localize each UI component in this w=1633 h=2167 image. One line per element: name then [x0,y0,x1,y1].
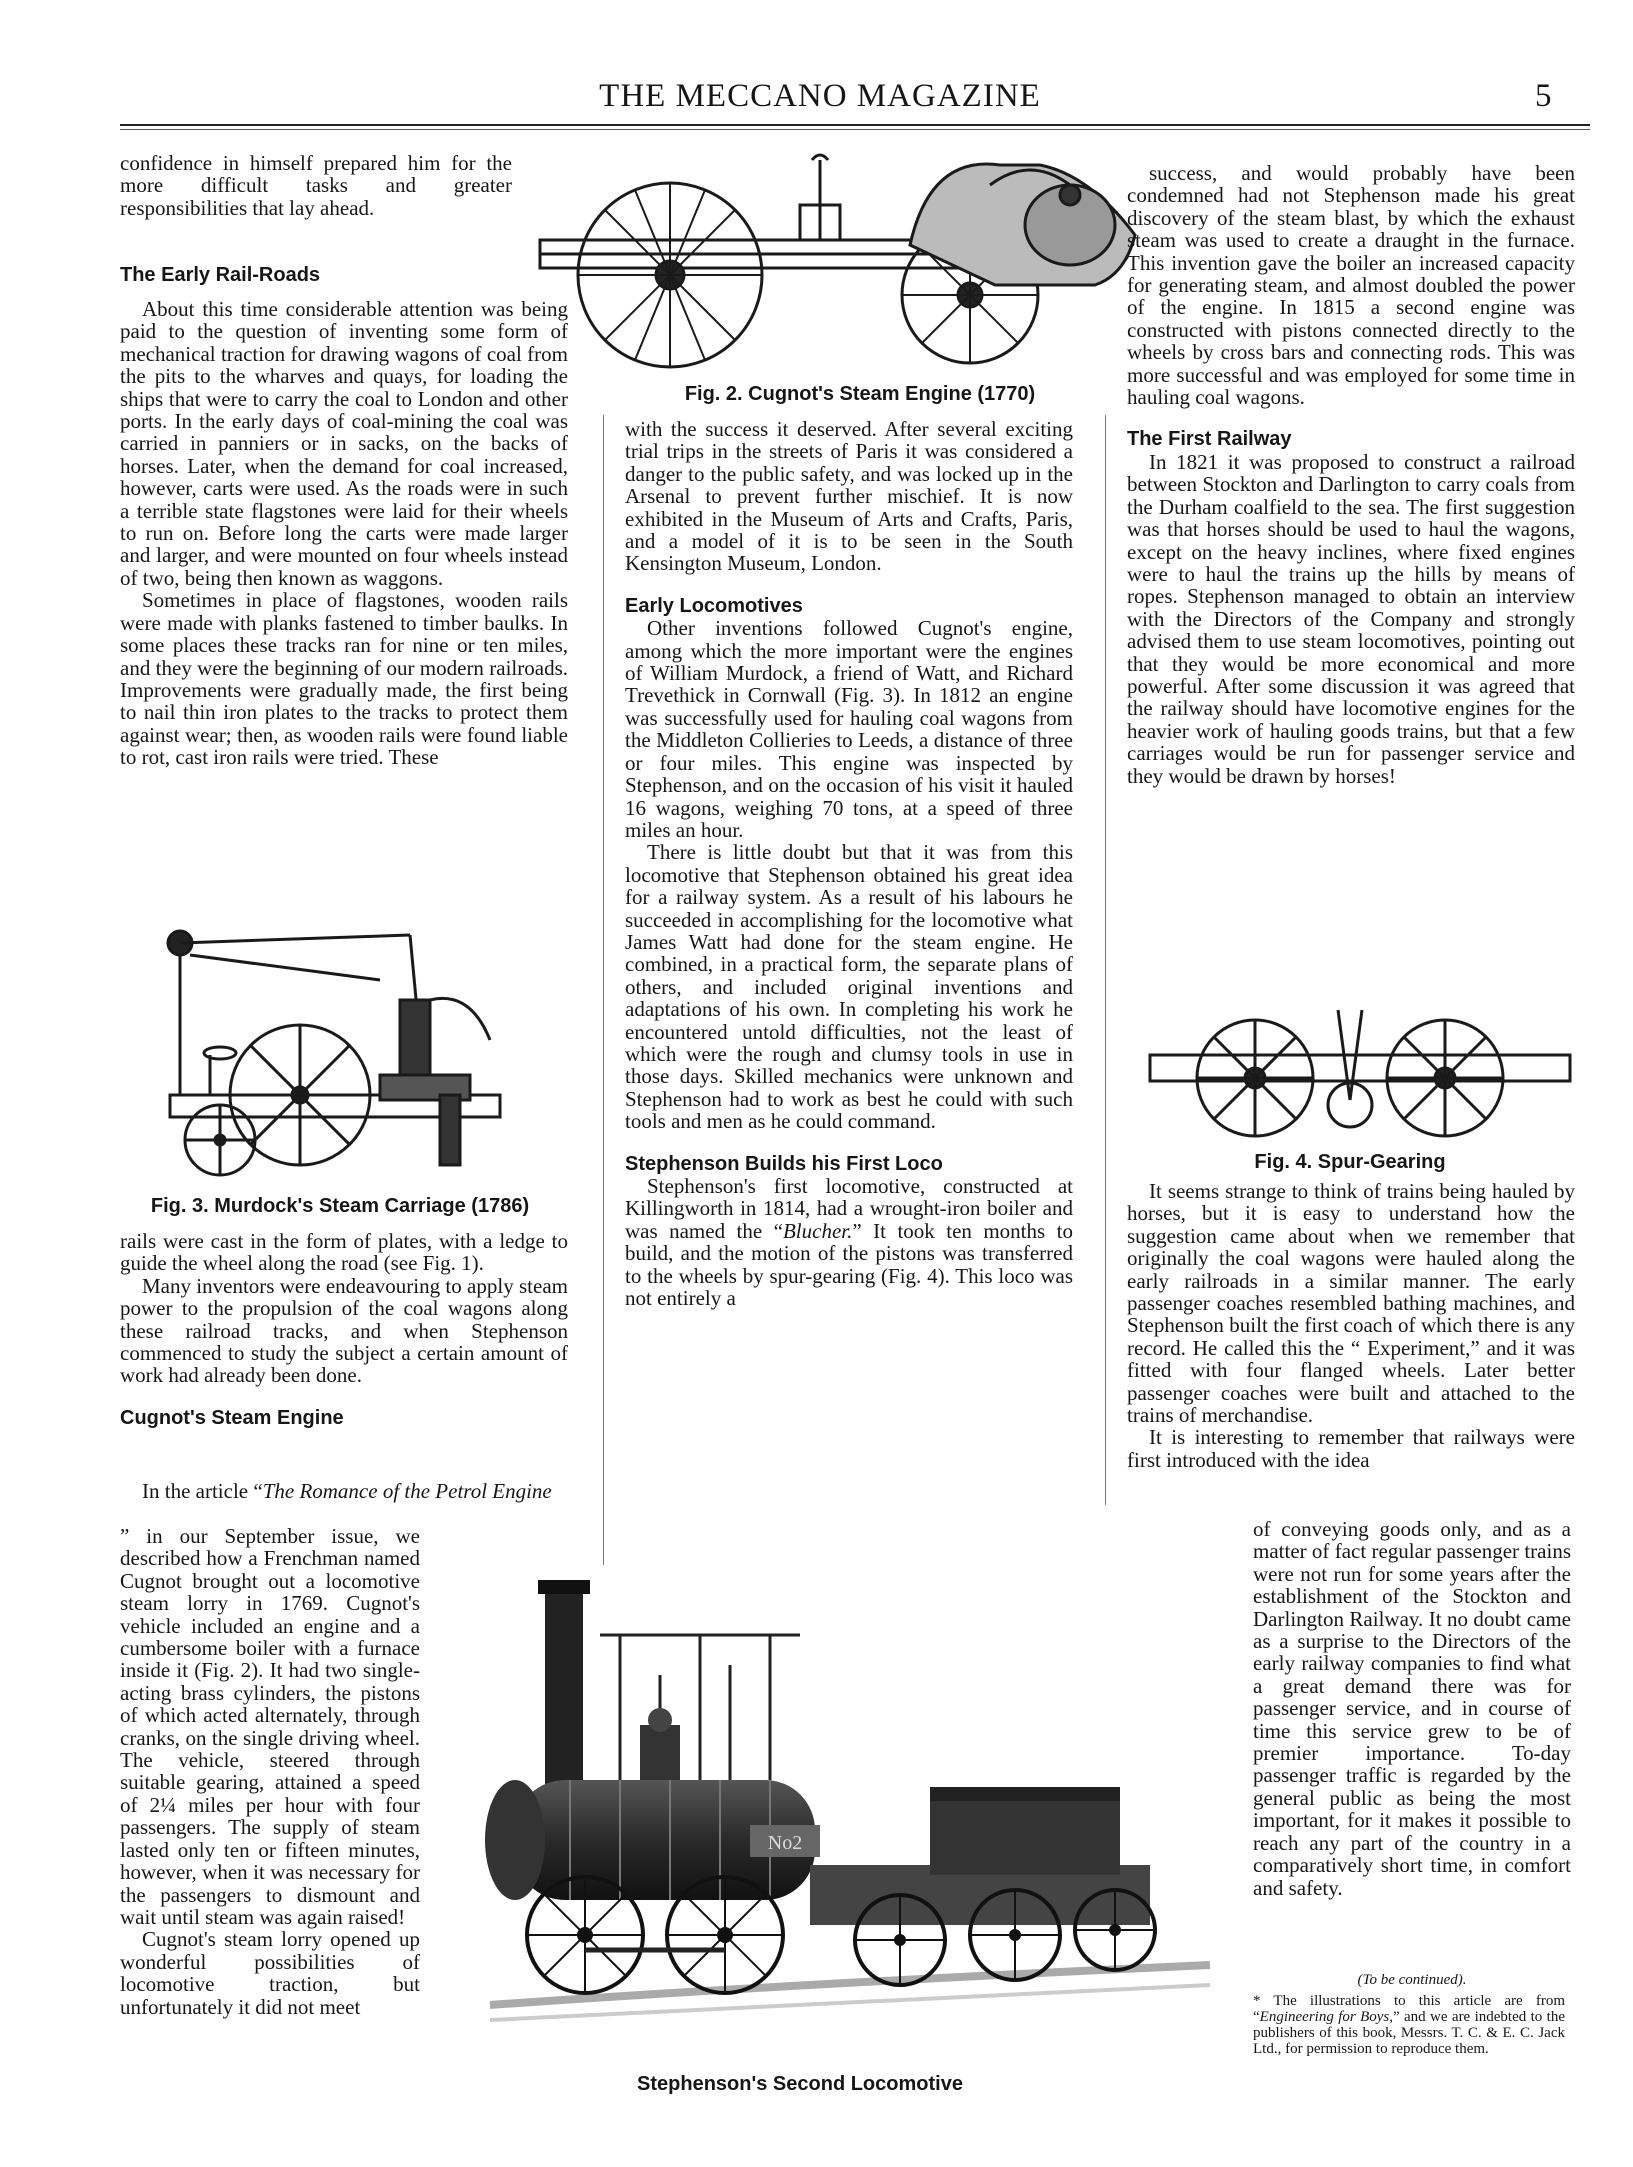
paragraph-early-4: Many inventors were endeavouring to apply steam power to the propulsion of the coal wagons along these railroad tracks, and when Stephenson commenced to study the subject a certain amount of work had already been done. [120,1273,568,1388]
paragraph-railway-2: It seems strange to think of trains being hauled by horses, but it is easy to understand how the suggestion came about when we remember that originally the coal wagons were hauled along the early railroads in a similar manner. The early passenger coaches resembled bathing machines, and Stephenson built the first coach of which there is any record. He called this the “ Experiment,” and it was fitted with four flanged wheels. Later better passenger coaches were built and attached to the trains of merchandise. [1127,1179,1575,1428]
heading-early-railroads: The Early Rail-Roads [120,264,321,286]
column1-after-fig3 [120,1230,568,1429]
cugnot-paragraph-1-top [120,1480,568,1524]
locomotive-number-plate: No2 [767,1832,803,1854]
fig2-caption: Fig. 2. Cugnot's Steam Engine (1770) [684,383,1036,405]
header-rule [120,124,1590,126]
footnote: * The illustrations to this article are from “Engineering for Boys,” and we are indebted to the publishers of this book, Messrs. T. C. & E. C. Jack Ltd., for permission to reproduce them. [1253,1993,1565,2057]
paragraph-locos-1: Other inventions followed Cugnot's engine, among which the more important were the engines of William Murdock, a friend of Watt, and Richard Trevethick in Cornwall (Fig. 3). In 1812 an engine was successfully used for hauling coal wagons from the Middleton Collieries to Leeds, a distance of three or four miles. This engine was inspected by Stephenson, and on the occasion of his visit it hauled 16 wagons, weighing 70 tons, at a speed of three miles an hour. [625,616,1073,842]
column-divider-left [603,415,604,1580]
fig3-murdock-illustration [150,925,550,1185]
intro-paragraph: confidence in himself prepared him for the more difficult tasks and greater responsibilities that lay ahead. [120,151,512,220]
loco-name-blucher: Blucher. [782,1218,853,1243]
paragraph-cugnot-continued: with the success it deserved. After several exciting trial trips in the streets of Paris it was considered a danger to the public safety, and was locked up in the Arsenal to prevent further mischief. It is now exhibited in the Museum of Arts and Crafts, Paris, and a model of it is to be seen in the South Kensington Museum, London. [625,417,1073,576]
fig2-cugnot-illustration [540,155,1160,380]
column1-intro [120,152,512,219]
paragraph-early-2: Sometimes in place of flagstones, wooden rails were made with planks fastened to timber baulks. In some places these tracks ran for nine or ten miles, and they were the beginning of our modern railroads. Improvements were gradually made, the first being to nail thin iron plates to the tracks to protect them against wear; then, as wooden rails were found liable to rot, cast iron rails were tried. These [120,588,568,770]
fig4-caption: Fig. 4. Spur-Gearing [1254,1151,1446,1173]
paragraph-cugnot-1-lead: In the article “The Romance of the Petrol Engine [142,1480,552,1503]
fig4-spur-gearing-illustration [1150,1010,1570,1145]
heading-first-loco: Stephenson Builds his First Loco [625,1152,943,1175]
column3-narrow-text [1253,1518,1571,1899]
cugnot-narrow-body [120,1525,420,2018]
paragraph-cugnot-2: Cugnot's steam lorry opened up wonderful possibilities of locomotive traction, but unfortunately it did not meet [120,1927,420,2019]
paragraph-locos-2: There is little doubt but that it was from this locomotive that Stephenson obtained his great idea for a railway system. As a result of his labours he succeeded in accomplishing for the locomotive what James Watt had done for the steam engine. He combined, in a practical form, the separate plans of others, and included original inventions and adaptations of his own. In completing his work he encountered untold difficulties, not the least of which were the rough and clumsy tools in use in those days. Skilled mechanics were unknown and Stephenson had to work as best he could with such tools and men as he could command. [625,840,1073,1134]
column-divider-right [1105,415,1106,1505]
paragraph-railway-3: It is interesting to remember that railways were first introduced with the idea [1127,1425,1575,1472]
paragraph-early-1-body: About this time considerable attention was being paid to the question of inventing some form of mechanical traction for drawing wagons of coal from the pits to the wharves and quays, for loading the ships that were to carry the coal to London and other ports. In the early days of coal-mining the coal was carried in panniers or in sacks, on the backs of horses. Later, when the demand for coal increased, however, carts were used. As the roads were in such a terrible state flagstones were laid for their wheels to run on. Before long the carts were made larger and larger, and were mounted on four wheels instead of two, being then known as waggons. [120,298,568,590]
early-railroads-body [120,298,568,908]
column3-after-fig4 [1127,1180,1575,1471]
paragraph-cugnot-1-body: ” in our September issue, we described how a Frenchman named Cugnot brought out a locomotive steam lorry in 1769. Cugnot's vehicle included an engine and a cumbersome boiler with a furnace inside it (Fig. 2). It had two single-acting brass cylinders, the pistons of which acted alternately, through cranks, on the single driving wheel. The vehicle, steered through suitable gearing, attained a speed of 2¼ miles per hour with four passengers. The supply of steam lasted only ten or fifteen minutes, however, when it was necessary for the passengers to dismount and wait until steam was again raised! [120,1524,420,1929]
paragraph-railway-3-body: of conveying goods only, and as a matter of fact regular passenger trains were not run for some years after the establishment of the Stockton and Darlington Railway. It no doubt came as a surprise to the Directors of the early railway companies to find what a great demand there was for passenger service, and in course of time this service grew to be of premier importance. To-day passenger traffic is regarded by the general public as being the most important, for it makes it possible to reach any part of the country in a comparatively short time, in comfort and safety. [1253,1517,1571,1900]
paragraph-first-loco: Stephenson's first locomotive, constructed at Killingworth in 1814, had a wrought-iron boiler and was named the “Blucher.” It took ten months to build, and the motion of the pistons was transferred to the wheels by spur-gearing (Fig. 4). This loco was not entirely a [625,1174,1073,1311]
stephenson-locomotive-caption: Stephenson's Second Locomotive [637,2073,963,2095]
to-be-continued: (To be continued). [1357,1972,1467,1988]
stephenson-locomotive-illustration [470,1565,1215,2050]
paragraph-early-3: rails were cast in the form of plates, with a ledge to guide the wheel along the road (see Fig. 1). [120,1229,568,1276]
column3-text [1127,162,1575,787]
article-title-romance: The Romance of the Petrol Engine [262,1480,552,1503]
page-number: 5 [1535,78,1552,114]
book-title: Engineering for Boys, [1259,2009,1393,2025]
heading-cugnot: Cugnot's Steam Engine [120,1406,344,1429]
page-header-title: THE MECCANO MAGAZINE [599,78,1041,114]
paragraph-railway-1: In 1821 it was proposed to construct a railroad between Stockton and Darlington to carry coals from the Durham coalfield to the sea. The first suggestion was that horses should be used to haul the wagons, except on the heavy inclines, where fixed engines were to haul the trains up the hills by means of ropes. Stephenson managed to obtain an interview with the Directors of the Company and strongly advised them to use steam locomotives, pointing out that they would be more economical and more powerful. After some discussion it was agreed that the railway should have locomotive engines for the heavier work of hauling goods trains, but that a few carriages would be run for passenger service and they would be drawn by horses! [1127,449,1575,788]
heading-early-locomotives: Early Locomotives [625,594,803,617]
header-rule-thin [120,129,1590,130]
heading-first-railway: The First Railway [1127,428,1292,451]
column2-text [625,418,1073,1309]
paragraph-success: success, and would probably have been condemned had not Stephenson made his great discovery of the steam blast, by which the exhaust steam was used to create a draught in the furnace. This invention gave the boiler an increased capacity for generating steam, and almost doubled the power of the engine. In 1815 a second engine was constructed with pistons connected directly to the wheels by cross bars and connecting rods. This was more successful and was employed for some time in hauling coal wagons. [1127,161,1575,410]
fig3-caption: Fig. 3. Murdock's Steam Carriage (1786) [150,1195,530,1217]
